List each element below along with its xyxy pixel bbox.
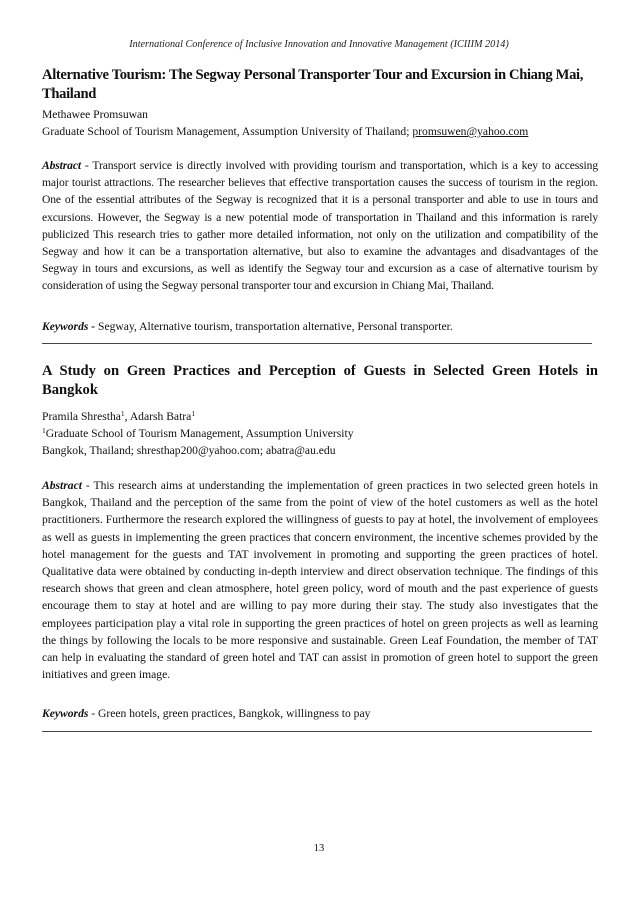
separator-line-1	[42, 343, 592, 344]
paper-1-keywords-label: Keywords -	[42, 320, 96, 333]
paper-1-email-link[interactable]: promsuwen@yahoo.com	[412, 125, 529, 139]
paper-1-abstract-label: Abstract	[42, 159, 81, 172]
paper-2-author-1: Pramila Shrestha	[42, 410, 121, 423]
paper-2-authors	[42, 408, 598, 460]
paper-2-contact: Bangkok, Thailand; shresthap200@yahoo.com; abatra@au.edu	[42, 444, 336, 458]
paper-2-title: A Study on Green Practices and Perception of Guests in Selected Green Hotels in Bangkok	[42, 363, 598, 398]
paper-2-abstract-text: - This research aims at understanding the implementation of green practices in two selected green hotels in Bangkok, Thailand and the perception of the same from the point of view of the hotel customers as well as the hotel practitioners. Furthermore the research explored the willingness of guests to pay at hotel, the involvement of employees as well as guests in implementing the green practices that concern environment, the incentive schemes provided by the hotel management for the guests and TAT involvement in promoting and supporting the green practices of hotel. Qualitative data were obtained by conducting in-depth interview and direct observation technique. The findings of this research shows that green and clean atmosphere, hotel green policy, word of mouth and the past experience of guests encourage them to stay at hotel and are willing to pay more during their stay. The study also investigates that the employees participation play a vital role in supporting the green practices of hotel on green projects as well as learning the things by following the locals to be more responsive and sustainable. Green Leaf Foundation, the member of TAT can help in evaluating the standard of green hotel and TAT can assist in promotion of green hotel to support the green initiatives and green image.	[42, 479, 598, 682]
paper-1-keywords-line	[42, 318, 598, 335]
paper-2-keywords-line	[42, 705, 598, 722]
paper-1-keywords: Segway, Alternative tourism, transportation alternative, Personal transporter.	[95, 320, 453, 333]
paper-1-author: Methawee Promsuwan	[42, 108, 148, 121]
paper-1-abstract-text: - Transport service is directly involved with providing tourism and transportation, which is a key to accessing major tourist attractions. The researcher believes that effective transportation causes the success of tourism in the region. One of the essential attributes of the Segway is recognized that it is a personal transporter and able to use in tours and excursions. However, the Segway is a new potential mode of transportation in Thailand and this information is rarely publicized This research tries to gather more detailed information, not only on the utilization and compatibility of the Segway and how it can be a transportation alternative, but also to examine the advantages and disadvantages of the Segway in tours and excursions, as well as identify the Segway tour and excursion as a case of alternative tourism by consideration of using the Segway personal transporter tour and excursion in Chiang Mai, Thailand.	[42, 159, 598, 293]
paper-2-abstract-block	[42, 477, 598, 683]
paper-2-author-1-sup: 1	[120, 409, 125, 418]
paper-2-author-separator: ,	[124, 410, 130, 423]
paper-2-abstract	[42, 477, 598, 683]
paper-1-affiliation: Graduate School of Tourism Management, Assumption University of Thailand;	[42, 125, 410, 139]
paper-2-affiliation: Graduate School of Tourism Management, Assumption University	[45, 427, 354, 441]
paper-1-abstract-block	[42, 157, 598, 295]
running-header: International Conference of Inclusive Innovation and Innovative Management (ICIIIM 2014)	[129, 39, 509, 50]
paper-1-affiliation-line	[42, 123, 598, 140]
paper-2-keywords-label: Keywords	[42, 707, 89, 720]
paper-2-affiliation-line	[42, 425, 598, 442]
paper-1-title: Alternative Tourism: The Segway Personal Transporter Tour and Excursion in Chiang Mai, Thailand	[42, 67, 584, 102]
page-number: 13	[313, 843, 325, 854]
paper-2-author-2-sup: 1	[191, 409, 196, 418]
paper-2-affiliation-sup: 1	[42, 426, 46, 436]
separator-line-2	[42, 731, 592, 732]
paper-1-authors	[42, 106, 598, 140]
paper-2-author-2: Adarsh Batra	[129, 410, 192, 423]
paper-1-abstract	[42, 157, 598, 295]
paper-2-abstract-label: Abstract	[42, 479, 82, 492]
paper-2-keywords: - Green hotels, green practices, Bangkok, willingness to pay	[88, 707, 371, 720]
paper-2-author-line	[42, 408, 598, 425]
